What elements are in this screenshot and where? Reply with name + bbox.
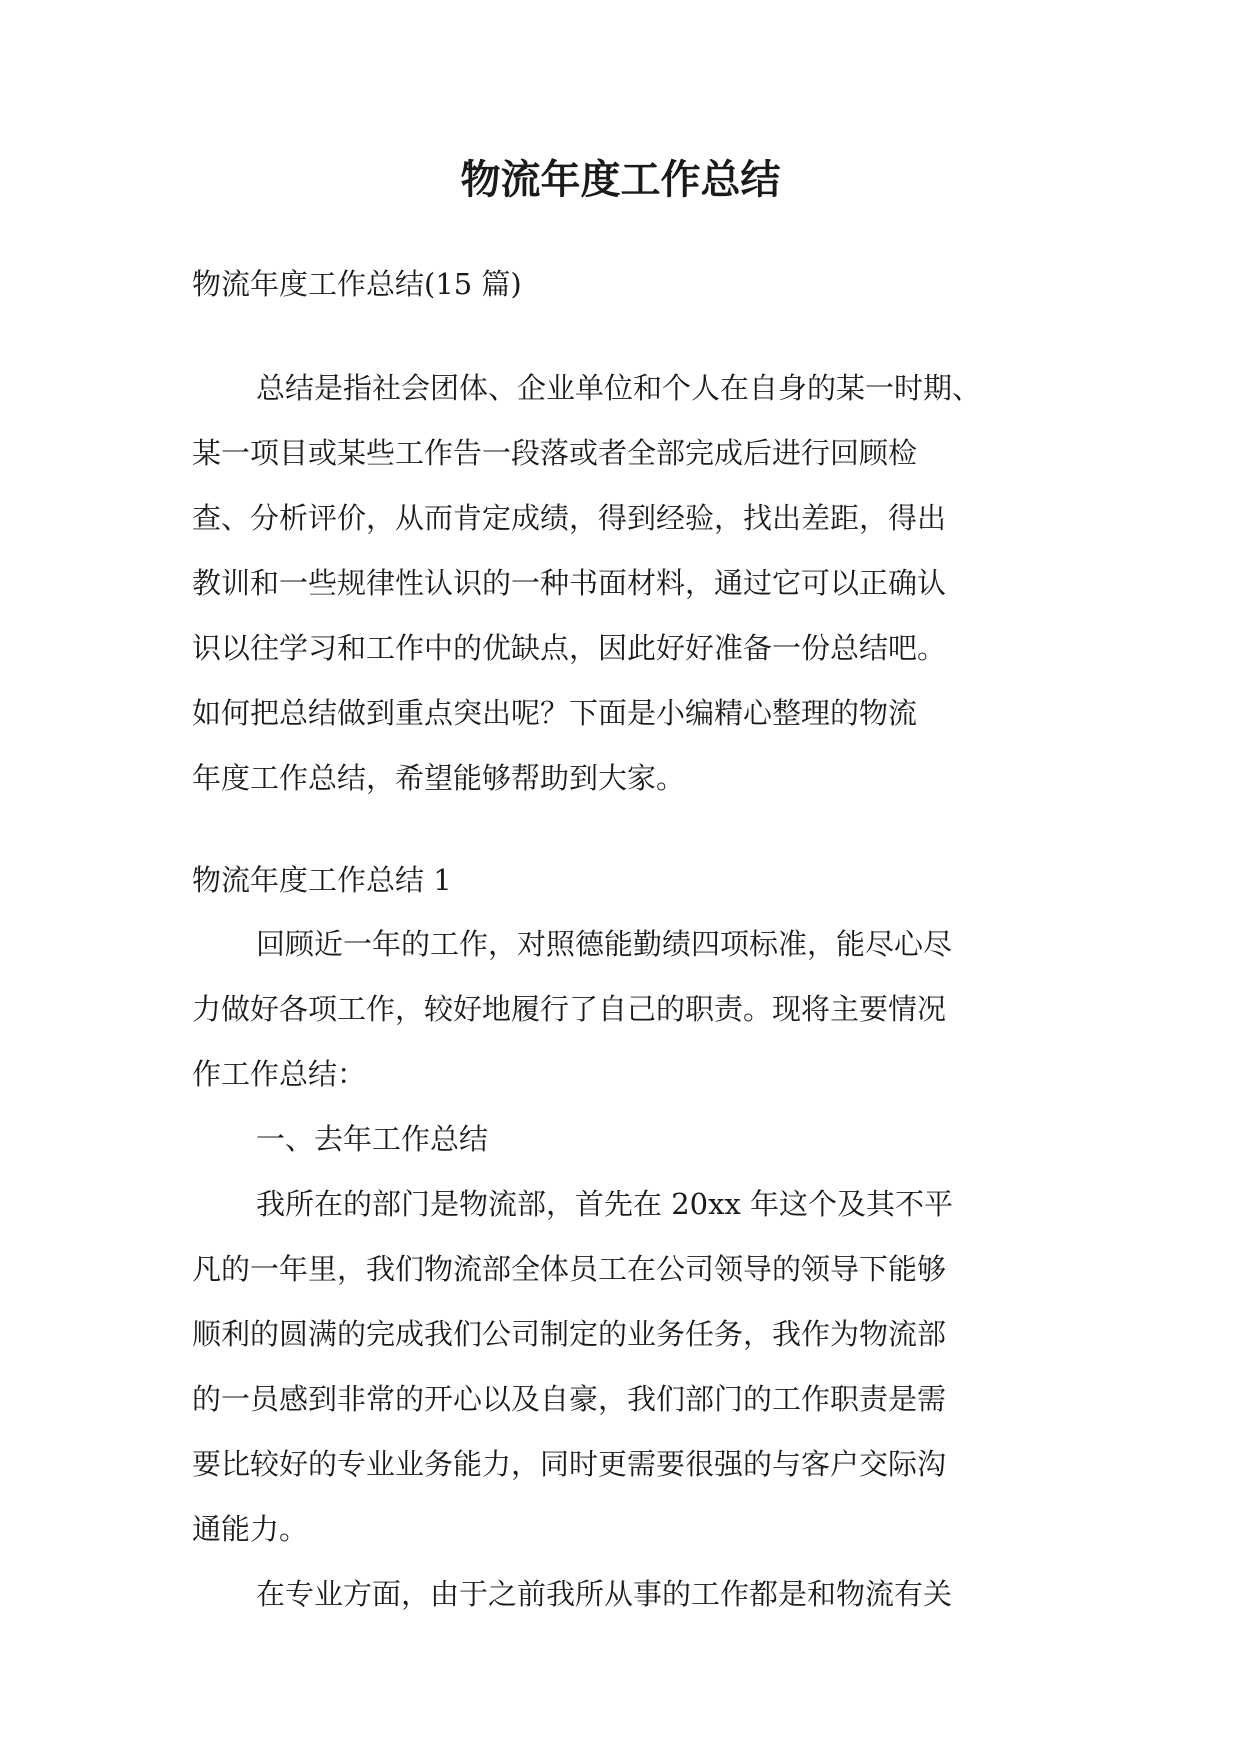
document-title: 物流年度工作总结	[460, 156, 781, 203]
section-1-paragraph-1	[192, 912, 1062, 1107]
text-line: 通能力。	[192, 1512, 309, 1546]
section-1-heading-block	[192, 848, 1062, 913]
text-line: 如何把总结做到重点突出呢？下面是小编精心整理的物流	[192, 696, 918, 730]
subheading: 一、去年工作总结	[256, 1122, 489, 1156]
text-line: 要比较好的专业业务能力，同时更需要很强的与客户交际沟	[192, 1447, 947, 1481]
text-line: 我所在的部门是物流部，首先在 20xx 年这个及其不平	[256, 1187, 954, 1221]
text-line: 凡的一年里，我们物流部全体员工在公司领导的领导下能够	[192, 1252, 947, 1286]
intro-paragraph	[192, 356, 1062, 811]
text-line: 总结是指社会团体、企业单位和个人在自身的某一时期、	[256, 371, 982, 405]
section-1-paragraph-3	[192, 1562, 1062, 1627]
text-line: 顺利的圆满的完成我们公司制定的业务任务，我作为物流部	[192, 1317, 947, 1351]
text-line: 识以往学习和工作中的优缺点，因此好好准备一份总结吧。	[192, 631, 947, 665]
text-line: 年度工作总结，希望能够帮助到大家。	[192, 761, 686, 795]
text-line: 教训和一些规律性认识的一种书面材料，通过它可以正确认	[192, 566, 947, 600]
document-subtitle: 物流年度工作总结(15 篇)	[192, 267, 522, 301]
text-line: 的一员感到非常的开心以及自豪，我们部门的工作职责是需	[192, 1382, 947, 1416]
text-line: 某一项目或某些工作告一段落或者全部完成后进行回顾检	[192, 436, 918, 470]
section-1-subheading-block	[192, 1107, 1062, 1172]
text-line: 回顾近一年的工作，对照德能勤绩四项标准，能尽心尽	[256, 927, 953, 961]
text-line: 在专业方面，由于之前我所从事的工作都是和物流有关	[256, 1577, 953, 1611]
text-line: 查、分析评价，从而肯定成绩，得到经验，找出差距，得出	[192, 501, 947, 535]
text-line: 作工作总结：	[192, 1057, 367, 1091]
section-1-paragraph-2	[192, 1172, 1062, 1562]
section-heading: 物流年度工作总结 1	[192, 863, 452, 897]
text-line: 力做好各项工作，较好地履行了自己的职责。现将主要情况	[192, 992, 947, 1026]
